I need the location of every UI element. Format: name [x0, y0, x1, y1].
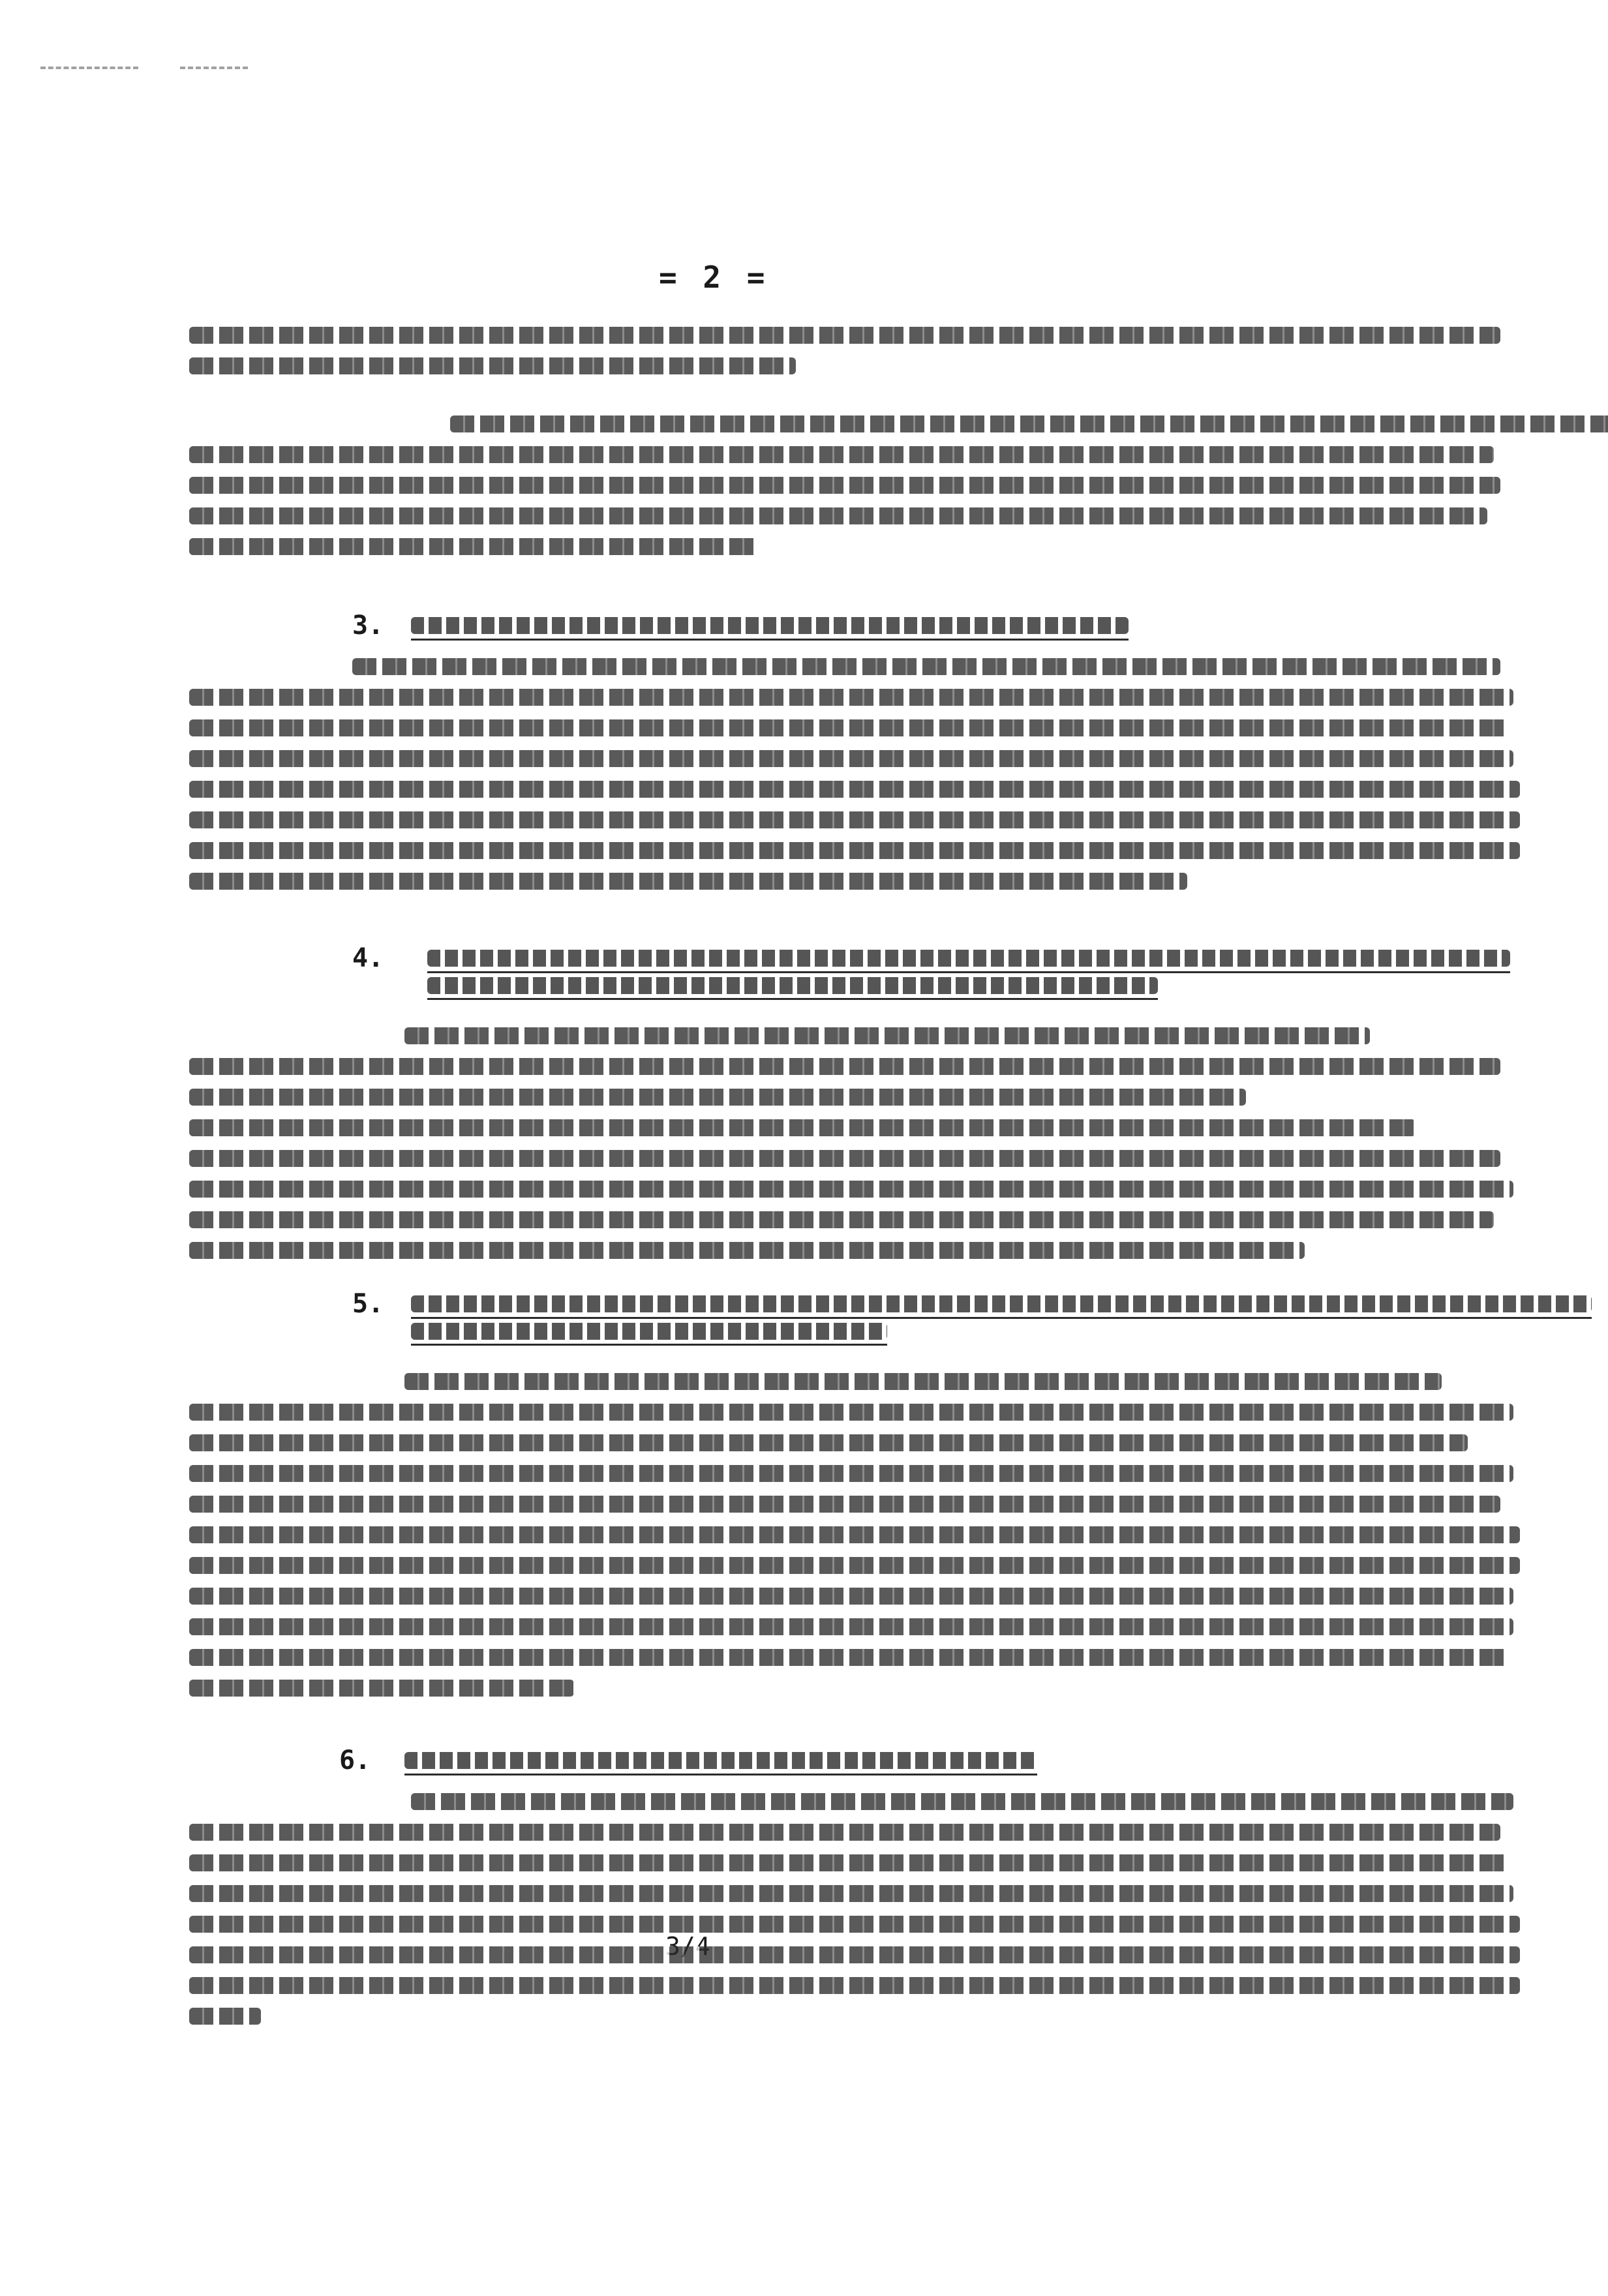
typed-line [189, 719, 1507, 736]
typed-line [404, 1373, 1442, 1390]
typed-line [189, 1649, 1507, 1666]
section-number: 3. [352, 611, 384, 641]
typed-line [189, 1916, 1520, 1933]
typed-line [189, 1588, 1513, 1605]
typed-line [189, 2008, 261, 2025]
typed-line [189, 1242, 1305, 1259]
typed-line [189, 842, 1520, 859]
typed-line [189, 1977, 1520, 1994]
typed-line [189, 1150, 1500, 1167]
typed-line [189, 477, 1500, 494]
typed-line [189, 1434, 1468, 1451]
typed-line [189, 1557, 1520, 1574]
typed-line [189, 1680, 574, 1697]
typed-line [189, 811, 1520, 828]
section-heading [189, 1743, 1546, 1779]
typed-line [189, 327, 1500, 344]
typed-line [189, 446, 1494, 463]
section-heading [189, 608, 1546, 644]
typed-line [189, 1854, 1507, 1871]
page-number: = 2 = [659, 260, 769, 295]
typed-line [189, 1181, 1513, 1198]
typed-line [189, 750, 1513, 767]
typed-line [189, 357, 796, 374]
typed-line [189, 1496, 1500, 1513]
typed-line [189, 507, 1487, 524]
scan-margin-mark [180, 67, 248, 72]
section-number: 5. [352, 1289, 384, 1319]
section-heading [189, 941, 1546, 977]
intro-paragraph [189, 313, 1546, 555]
typed-line [189, 689, 1513, 706]
section-3 [189, 600, 1546, 890]
typed-line [189, 1824, 1500, 1841]
section-number: 4. [352, 943, 384, 973]
scan-margin-mark [40, 67, 138, 72]
typed-line [189, 1885, 1513, 1902]
typed-line [189, 1618, 1513, 1635]
section-heading [189, 1286, 1546, 1323]
typed-line [189, 873, 1187, 890]
typed-line [404, 1027, 1370, 1044]
typed-line [189, 1465, 1513, 1482]
typed-line [189, 1526, 1520, 1543]
section-4 [189, 933, 1546, 1259]
typed-line [189, 538, 757, 555]
typed-line [189, 1089, 1246, 1106]
typed-line [189, 1119, 1416, 1136]
typed-line [411, 1793, 1513, 1810]
typed-line [189, 1404, 1513, 1421]
typed-line [189, 1211, 1494, 1228]
section-6 [189, 1735, 1546, 2025]
typed-line [189, 1946, 1520, 1963]
section-number: 6. [339, 1745, 371, 1775]
typed-line [189, 781, 1520, 798]
typed-line [189, 1058, 1500, 1075]
typed-line [352, 658, 1500, 675]
typed-line [450, 415, 1608, 432]
section-5 [189, 1278, 1546, 1697]
